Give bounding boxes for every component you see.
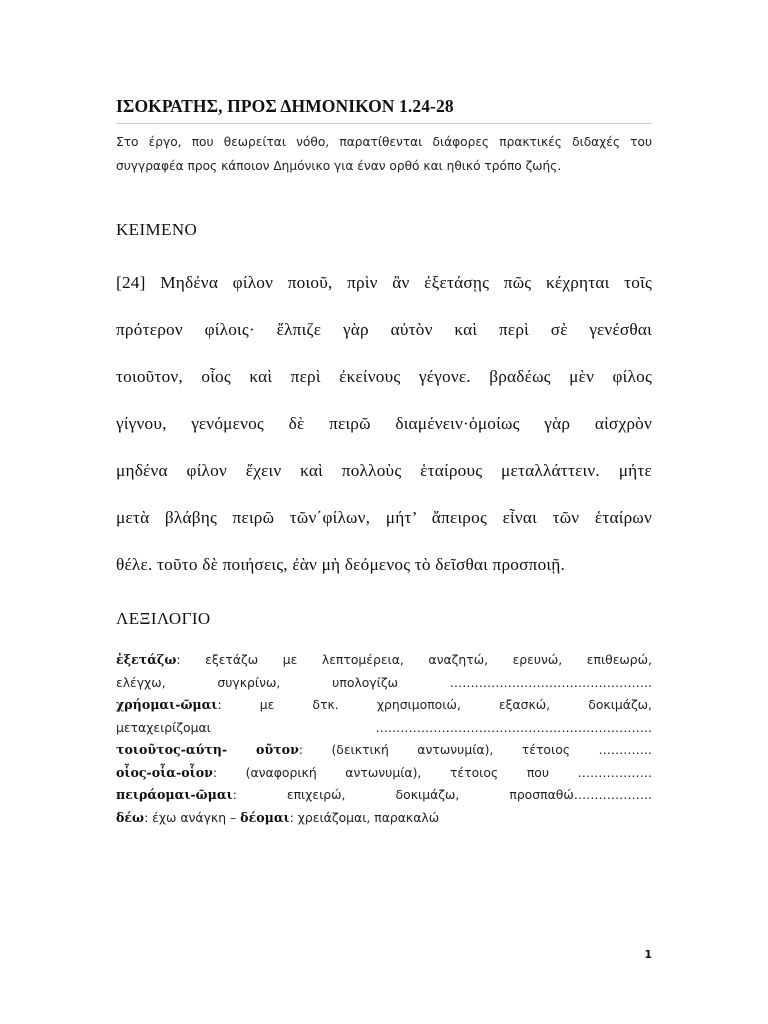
glossary-term: δέομαι bbox=[240, 809, 290, 825]
text-line: πρότερον φίλοις· ἔλπιζε γὰρ αὐτὸν καὶ περὶ σὲ γενέσθαι bbox=[116, 320, 652, 339]
glossary bbox=[116, 649, 652, 829]
glossary-entry bbox=[116, 762, 652, 785]
glossary-term: οἷος-οἷα-οἷον bbox=[116, 764, 213, 780]
glossary-entry bbox=[116, 649, 652, 672]
glossary-heading: ΛΕΞΙΛΟΓΙΟ bbox=[116, 609, 211, 628]
glossary-definition: : (αναφορική αντωνυμία), τέτοιος που ……………… bbox=[212, 764, 652, 780]
glossary-entry-continued bbox=[116, 717, 652, 740]
glossary-entry-continued bbox=[116, 672, 652, 695]
glossary-definition: : επιχειρώ, δοκιμάζω, προσπαθώ………………. bbox=[232, 787, 652, 802]
glossary-term: τοιοῦτος-αύτη- οῦτον bbox=[116, 742, 299, 757]
text-line: μηδένα φίλον ἔχειν καὶ πολλοὺς ἑταίρους μεταλλάττειν. μήτε bbox=[116, 461, 652, 480]
text-line: θέλε. τοῦτο δὲ ποιήσεις, ἐὰν μὴ δεόμενος τὸ δεῖσθαι προσποιῇ. bbox=[116, 555, 566, 574]
glossary-term: χρήομαι-ῶμαι bbox=[116, 697, 218, 712]
glossary-definition: : εξετάζω με λεπτομέρεια, αναζητώ, ερευνώ, επιθεωρώ, bbox=[176, 652, 652, 667]
glossary-entry bbox=[116, 807, 652, 830]
glossary-definition: : έχω ανάγκη – bbox=[144, 809, 241, 825]
glossary-definition: μεταχειρίζομαι …………………………………………………………. bbox=[116, 719, 652, 735]
glossary-definition: : χρειάζομαι, παρακαλώ bbox=[289, 809, 440, 825]
text-line: τοιοῦτον, οἷος καὶ περὶ ἐκείνους γέγονε. βραδέως μὲν φίλος bbox=[116, 367, 652, 386]
glossary-definition: ελέγχω, συγκρίνω, υπολογίζω …………………………………………. bbox=[116, 674, 652, 690]
page-number: 1 bbox=[644, 948, 652, 961]
greek-text bbox=[116, 265, 652, 594]
document-page bbox=[116, 0, 652, 1024]
text-heading: ΚΕΙΜΕΝΟ bbox=[116, 220, 198, 239]
intro-paragraph: Στο έργο, που θεωρείται νόθο, παρατίθενται διάφορες πρακτικές διδαχές του συγγραφέα προς κάποιον Δημόνικο για έναν ορθό και ηθικό τρόπο ζωής. bbox=[116, 135, 652, 173]
glossary-definition: : (δεικτική αντωνυμία), τέτοιος …………. bbox=[298, 742, 652, 757]
text-line: [24] Μηδένα φίλον ποιοῦ, πρὶν ἂν ἐξετάσῃς πῶς κέχρηται τοῖς bbox=[116, 273, 652, 292]
text-line: μετὰ βλάβης πειρῶ τῶν΄φίλων, μήτ’ ἄπειρος εἶναι τῶν ἑταίρων bbox=[116, 508, 652, 527]
text-line: γίγνου, γενόμενος δὲ πειρῶ διαμένειν·ὁμοίως γὰρ αἰσχρὸν bbox=[116, 414, 652, 433]
glossary-term: ἐξετάζω bbox=[116, 652, 177, 667]
glossary-definition: : με δτκ. χρησιμοποιώ, εξασκώ, δοκιμάζω, bbox=[217, 697, 652, 712]
glossary-entry bbox=[116, 784, 652, 807]
document-title: ΙΣΟΚΡΑΤΗΣ, ΠΡΟΣ ΔΗΜΟΝΙΚΟΝ 1.24-28 bbox=[116, 96, 652, 124]
glossary-entry bbox=[116, 739, 652, 762]
glossary-term: δέω bbox=[116, 809, 145, 825]
glossary-term: πειράομαι-ῶμαι bbox=[116, 787, 233, 802]
glossary-entry bbox=[116, 694, 652, 717]
